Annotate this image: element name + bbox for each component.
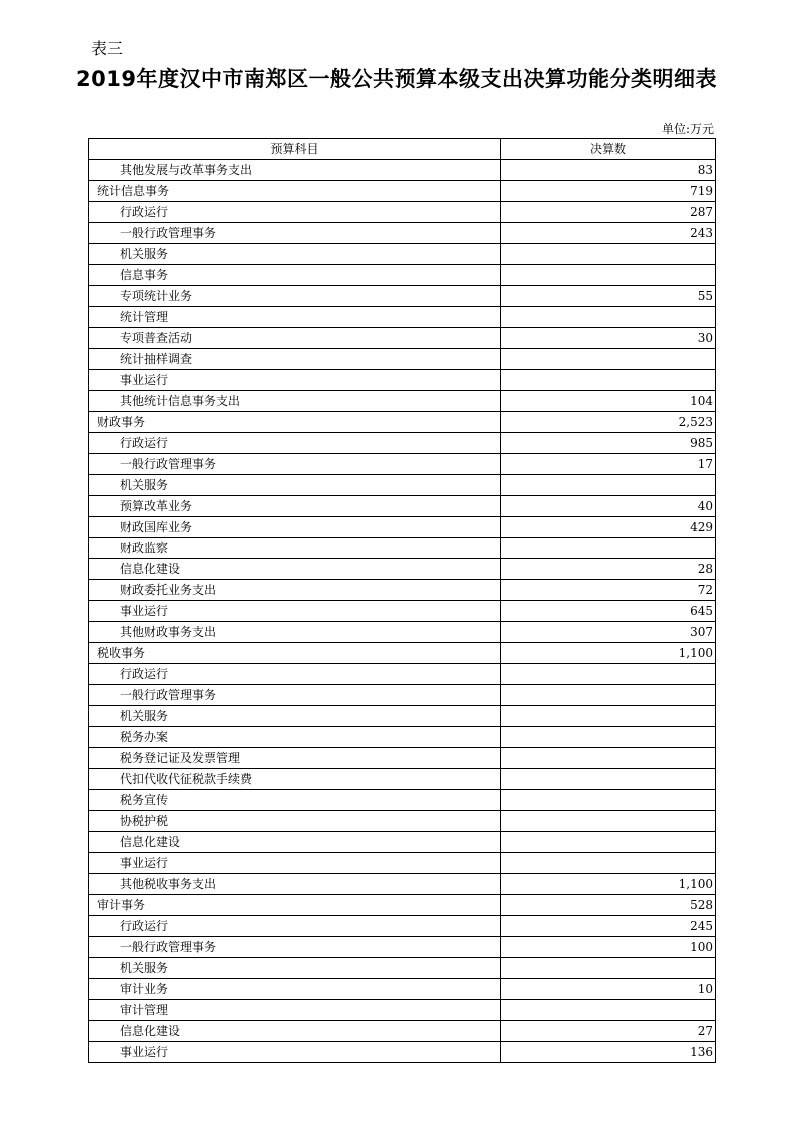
amount-cell: 10 — [501, 979, 716, 1000]
table-label: 表三 — [91, 39, 124, 58]
subject-cell: 信息化建设 — [89, 559, 501, 580]
subject-cell: 统计管理 — [89, 307, 501, 328]
amount-cell: 136 — [501, 1042, 716, 1063]
table-row-item — [89, 874, 716, 895]
amount-cell — [501, 769, 716, 790]
subject-cell: 专项统计业务 — [89, 286, 501, 307]
subject-cell: 一般行政管理事务 — [89, 454, 501, 475]
table-row-item — [89, 202, 716, 223]
subject-cell: 行政运行 — [89, 916, 501, 937]
table-row-item — [89, 958, 716, 979]
amount-cell — [501, 307, 716, 328]
table-row-item — [89, 454, 716, 475]
subject-cell: 审计事务 — [89, 895, 501, 916]
table-row-item — [89, 160, 716, 181]
table-row-item — [89, 223, 716, 244]
table-row-item — [89, 727, 716, 748]
amount-cell: 1,100 — [501, 643, 716, 664]
amount-cell: 55 — [501, 286, 716, 307]
document-title: 2019年度汉中市南郑区一般公共预算本级支出决算功能分类明细表 — [76, 67, 717, 91]
table-row-category — [89, 412, 716, 433]
subject-cell: 税务登记证及发票管理 — [89, 748, 501, 769]
subject-cell: 统计信息事务 — [89, 181, 501, 202]
table-header-row — [89, 139, 716, 160]
subject-cell: 其他统计信息事务支出 — [89, 391, 501, 412]
amount-cell: 245 — [501, 916, 716, 937]
table-row-category — [89, 181, 716, 202]
subject-cell: 统计抽样调查 — [89, 349, 501, 370]
subject-cell: 信息事务 — [89, 265, 501, 286]
subject-cell: 预算改革业务 — [89, 496, 501, 517]
subject-cell: 协税护税 — [89, 811, 501, 832]
subject-cell: 一般行政管理事务 — [89, 937, 501, 958]
subject-cell: 一般行政管理事务 — [89, 223, 501, 244]
subject-cell: 信息化建设 — [89, 1021, 501, 1042]
table-row-item — [89, 1042, 716, 1063]
amount-cell: 1,100 — [501, 874, 716, 895]
amount-cell: 719 — [501, 181, 716, 202]
table-row-item — [89, 433, 716, 454]
table-body — [89, 160, 716, 1063]
table-row-item — [89, 475, 716, 496]
amount-cell — [501, 748, 716, 769]
amount-cell — [501, 349, 716, 370]
subject-cell: 机关服务 — [89, 244, 501, 265]
subject-cell: 事业运行 — [89, 601, 501, 622]
subject-cell: 行政运行 — [89, 664, 501, 685]
subject-cell: 专项普查活动 — [89, 328, 501, 349]
subject-cell: 审计管理 — [89, 1000, 501, 1021]
amount-cell — [501, 538, 716, 559]
table-row-item — [89, 559, 716, 580]
subject-cell: 机关服务 — [89, 958, 501, 979]
subject-cell: 其他税收事务支出 — [89, 874, 501, 895]
table-row-item — [89, 685, 716, 706]
amount-cell: 307 — [501, 622, 716, 643]
table-row-item — [89, 286, 716, 307]
subject-cell: 事业运行 — [89, 853, 501, 874]
table-row-item — [89, 937, 716, 958]
table-row-item — [89, 748, 716, 769]
amount-cell: 645 — [501, 601, 716, 622]
table-row-item — [89, 706, 716, 727]
amount-cell — [501, 958, 716, 979]
table-row-category — [89, 895, 716, 916]
subject-cell: 行政运行 — [89, 433, 501, 454]
amount-cell — [501, 832, 716, 853]
table-row-item — [89, 664, 716, 685]
table-row-item — [89, 580, 716, 601]
table-row-item — [89, 496, 716, 517]
subject-cell: 税务宣传 — [89, 790, 501, 811]
table-row-item — [89, 370, 716, 391]
amount-cell: 104 — [501, 391, 716, 412]
subject-cell: 信息化建设 — [89, 832, 501, 853]
subject-cell: 机关服务 — [89, 706, 501, 727]
table-row-item — [89, 811, 716, 832]
amount-cell — [501, 1000, 716, 1021]
amount-cell: 287 — [501, 202, 716, 223]
amount-cell — [501, 244, 716, 265]
subject-cell: 财政委托业务支出 — [89, 580, 501, 601]
amount-cell — [501, 475, 716, 496]
subject-cell: 事业运行 — [89, 1042, 501, 1063]
amount-cell: 429 — [501, 517, 716, 538]
amount-cell: 40 — [501, 496, 716, 517]
table-row-item — [89, 622, 716, 643]
amount-cell: 100 — [501, 937, 716, 958]
amount-cell: 243 — [501, 223, 716, 244]
amount-cell — [501, 370, 716, 391]
amount-cell: 2,523 — [501, 412, 716, 433]
table-row-item — [89, 328, 716, 349]
subject-cell: 财政事务 — [89, 412, 501, 433]
column-header-amount: 决算数 — [501, 139, 716, 160]
amount-cell: 27 — [501, 1021, 716, 1042]
subject-cell: 行政运行 — [89, 202, 501, 223]
table-row-item — [89, 853, 716, 874]
table-row-item — [89, 790, 716, 811]
table-row-item — [89, 517, 716, 538]
amount-cell: 72 — [501, 580, 716, 601]
table-row-item — [89, 307, 716, 328]
amount-cell: 28 — [501, 559, 716, 580]
amount-cell — [501, 853, 716, 874]
table-row-item — [89, 916, 716, 937]
subject-cell: 机关服务 — [89, 475, 501, 496]
amount-cell — [501, 790, 716, 811]
amount-cell: 83 — [501, 160, 716, 181]
table-row-item — [89, 244, 716, 265]
subject-cell: 一般行政管理事务 — [89, 685, 501, 706]
subject-cell: 财政监察 — [89, 538, 501, 559]
subject-cell: 其他发展与改革事务支出 — [89, 160, 501, 181]
amount-cell: 528 — [501, 895, 716, 916]
amount-cell — [501, 811, 716, 832]
subject-cell: 税务办案 — [89, 727, 501, 748]
unit-note: 单位:万元 — [661, 122, 714, 136]
column-header-subject: 预算科目 — [89, 139, 501, 160]
amount-cell: 985 — [501, 433, 716, 454]
subject-cell: 税收事务 — [89, 643, 501, 664]
table-row-item — [89, 1000, 716, 1021]
table-row-item — [89, 538, 716, 559]
table-row-item — [89, 391, 716, 412]
subject-cell: 其他财政事务支出 — [89, 622, 501, 643]
amount-cell — [501, 265, 716, 286]
amount-cell — [501, 664, 716, 685]
amount-cell: 30 — [501, 328, 716, 349]
table-row-category — [89, 643, 716, 664]
table-row-item — [89, 349, 716, 370]
subject-cell: 财政国库业务 — [89, 517, 501, 538]
subject-cell: 事业运行 — [89, 370, 501, 391]
amount-cell — [501, 685, 716, 706]
table-row-item — [89, 1021, 716, 1042]
amount-cell — [501, 727, 716, 748]
table-row-item — [89, 979, 716, 1000]
budget-table — [88, 138, 716, 1063]
amount-cell: 17 — [501, 454, 716, 475]
table-row-item — [89, 265, 716, 286]
subject-cell: 代扣代收代征税款手续费 — [89, 769, 501, 790]
amount-cell — [501, 706, 716, 727]
table-row-item — [89, 769, 716, 790]
table-row-item — [89, 832, 716, 853]
subject-cell: 审计业务 — [89, 979, 501, 1000]
table-row-item — [89, 601, 716, 622]
